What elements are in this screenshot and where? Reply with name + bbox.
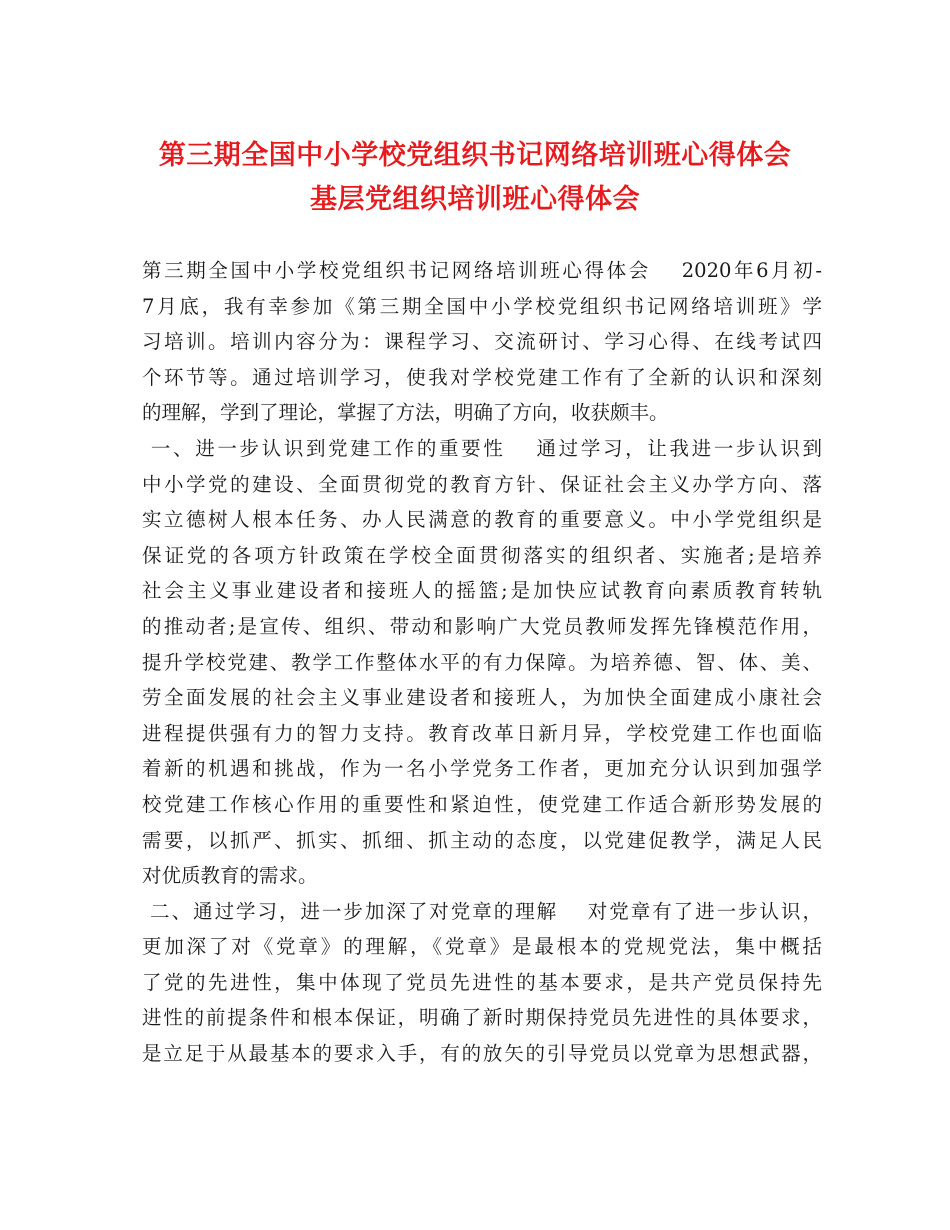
body-line: 实立德树人根本任务、办人民满意的教育的重要意义。中小学党组织是 bbox=[142, 508, 822, 532]
body-line: 着新的机遇和挑战，作为一名小学党务工作者，更加充分认识到加强学 bbox=[142, 757, 822, 781]
body-line: 校党建工作核心作用的重要性和紧迫性，使党建工作适合新形势发展的 bbox=[142, 792, 822, 816]
body-line: 了党的先进性，集中体现了党员先进性的基本要求，是共产党员保持先 bbox=[142, 970, 822, 994]
body-line: 提升学校党建、教学工作整体水平的有力保障。为培养德、智、体、美、 bbox=[142, 650, 822, 674]
body-line: 进程提供强有力的智力支持。教育改革日新月异，学校党建工作也面临 bbox=[142, 721, 822, 745]
body-line: 需要，以抓严、抓实、抓细、抓主动的态度，以党建促教学，满足人民 bbox=[142, 828, 822, 852]
body-line: 对优质教育的需求。 bbox=[142, 864, 318, 888]
body-line: 习培训。培训内容分为：课程学习、交流研讨、学习心得、在线考试四 bbox=[142, 330, 822, 354]
body-line: 社会主义事业建设者和接班人的摇篮;是加快应试教育向素质教育转轨 bbox=[142, 579, 822, 603]
body-line: 个环节等。通过培训学习，使我对学校党建工作有了全新的认识和深刻 bbox=[142, 365, 822, 389]
body-line: 更加深了对《党章》的理解，《党章》是最根本的党规党法，集中概括 bbox=[142, 935, 822, 959]
body-line: 第三期全国中小学校党组织书记网络培训班心得体会 2020年6月初- bbox=[142, 259, 822, 282]
body-line: 中小学党的建设、全面贯彻党的教育方针、保证社会主义办学方向、落 bbox=[142, 472, 822, 496]
body-line: 一、进一步认识到党建工作的重要性 通过学习，让我进一步认识到 bbox=[142, 436, 822, 460]
body-line: 的理解，学到了理论，掌握了方法，明确了方向，收获颇丰。 bbox=[142, 401, 669, 425]
body-line: 的推动者;是宣传、组织、带动和影响广大党员教师发挥先锋模范作用， bbox=[142, 614, 822, 638]
body-line: 保证党的各项方针政策在学校全面贯彻落实的组织者、实施者;是培养 bbox=[142, 543, 822, 567]
document-subtitle: 基层党组织培训班心得体会 bbox=[310, 184, 640, 215]
document-body bbox=[142, 253, 822, 1072]
body-line: 7月底，我有幸参加《第三期全国中小学校党组织书记网络培训班》学 bbox=[142, 294, 822, 318]
body-line: 二、通过学习，进一步加深了对党章的理解 对党章有了进一步认识， bbox=[142, 899, 822, 923]
document-title: 第三期全国中小学校党组织书记网络培训班心得体会 bbox=[158, 140, 792, 171]
body-line: 是立足于从最基本的要求入手，有的放矢的引导党员以党章为思想武器， bbox=[142, 1042, 822, 1066]
body-line: 进性的前提条件和根本保证，明确了新时期保持党员先进性的具体要求， bbox=[142, 1006, 822, 1030]
body-line: 劳全面发展的社会主义事业建设者和接班人，为加快全面建成小康社会 bbox=[142, 686, 822, 710]
